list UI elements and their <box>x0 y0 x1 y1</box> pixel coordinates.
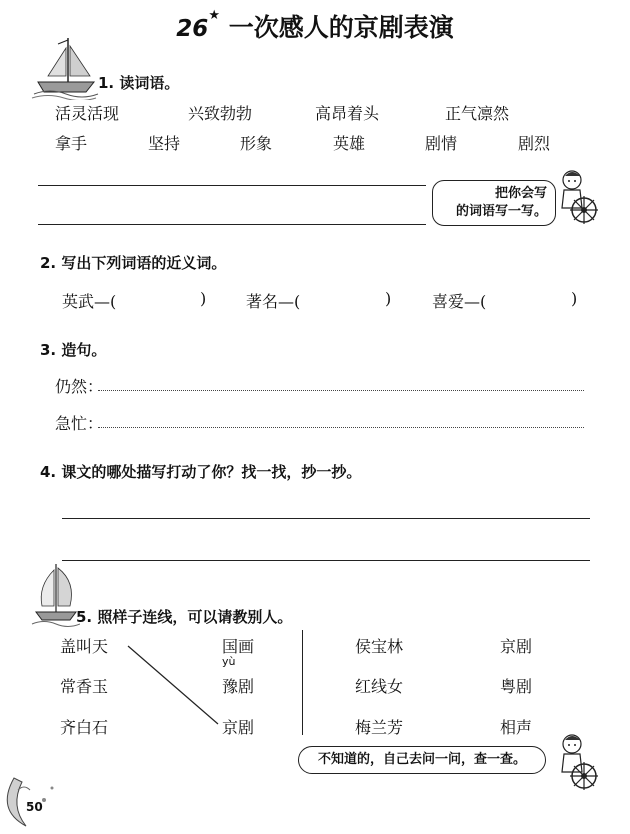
q2-item: 英武—( <box>62 292 117 311</box>
q4-heading: 4. 课文的哪处描写打动了你？找一找，抄一抄。 <box>40 463 362 481</box>
column-divider <box>302 630 303 735</box>
child-illustration <box>552 168 602 228</box>
writing-line[interactable] <box>38 224 426 225</box>
hint-text: 的词语写一写。 <box>455 204 547 219</box>
q2-item: 喜爱—( <box>432 292 487 311</box>
writing-line[interactable] <box>62 560 590 561</box>
person-name: 红线女 <box>355 677 404 696</box>
q3-heading: 3. 造句。 <box>40 341 107 359</box>
page-number: 50 <box>26 800 43 814</box>
q3-label: 仍然： <box>55 377 104 396</box>
q1-word: 高昂着头 <box>315 104 380 123</box>
q2-heading: 2. 写出下列词语的近义词。 <box>40 254 227 272</box>
hint-text: 把你会写 <box>494 186 547 201</box>
sailboat-illustration <box>30 36 100 100</box>
q1-word: 正气凛然 <box>445 104 510 123</box>
q1-word: 剧烈 <box>518 134 551 153</box>
art-form[interactable]: 国画 <box>222 637 255 656</box>
art-form[interactable]: 京剧 <box>500 637 533 656</box>
hint-bubble <box>432 180 556 226</box>
person-name: 盖叫天 <box>60 637 109 656</box>
q5-heading: 5. 照样子连线，可以请教别人。 <box>76 608 293 626</box>
q1-word: 形象 <box>240 134 273 153</box>
lesson-number: 26 <box>176 16 209 42</box>
art-form[interactable]: 相声 <box>500 718 533 737</box>
art-form[interactable]: 豫剧 <box>222 677 255 696</box>
writing-line[interactable] <box>38 185 426 186</box>
sentence-line[interactable] <box>98 427 584 428</box>
q1-word: 英雄 <box>333 134 366 153</box>
q2-close: ) <box>200 289 207 308</box>
q1-heading: 1. 读词语。 <box>98 74 180 92</box>
sentence-line[interactable] <box>98 390 584 391</box>
child-illustration <box>552 732 604 794</box>
lesson-title: 一次感人的京剧表演 <box>228 13 454 42</box>
hint-bubble <box>298 746 546 774</box>
q2-close: ) <box>385 289 392 308</box>
q1-word: 拿手 <box>55 134 88 153</box>
q1-word: 坚持 <box>148 134 181 153</box>
star-icon: ★ <box>208 8 220 23</box>
pinyin-annotation: yù <box>222 655 236 668</box>
q1-word: 活灵活现 <box>55 104 120 123</box>
q2-close: ) <box>571 289 578 308</box>
art-form[interactable]: 粤剧 <box>500 677 533 696</box>
person-name: 梅兰芳 <box>355 718 404 737</box>
q3-label: 急忙： <box>55 414 104 433</box>
q1-word: 剧情 <box>425 134 458 153</box>
sailboat-illustration <box>30 562 80 632</box>
person-name: 侯宝林 <box>355 637 404 656</box>
hint-text: 不知道的，自己去问一问，查一查。 <box>317 752 526 767</box>
writing-line[interactable] <box>62 518 590 519</box>
person-name: 常香玉 <box>60 677 109 696</box>
person-name: 齐白石 <box>60 718 109 737</box>
art-form[interactable]: 京剧 <box>222 718 255 737</box>
q1-word: 兴致勃勃 <box>188 104 253 123</box>
q2-item: 著名—( <box>246 292 301 311</box>
